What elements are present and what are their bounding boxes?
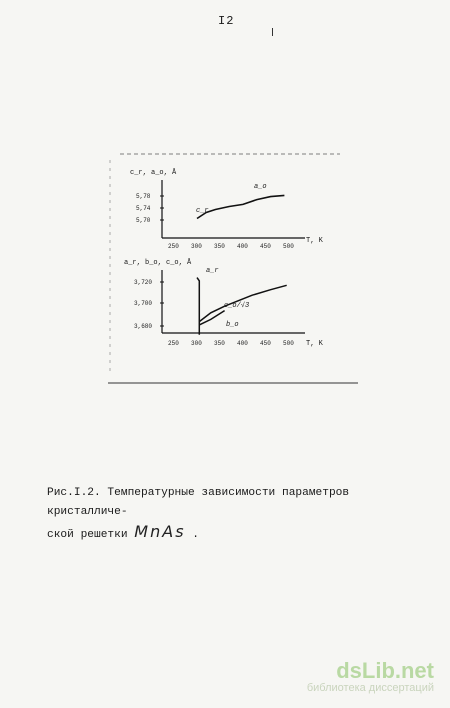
- series-a-o-line: [197, 195, 284, 218]
- caption-line-2: [47, 522, 417, 545]
- top-y-tick-label: 5,70: [136, 217, 151, 224]
- watermark: [307, 660, 434, 694]
- top-x-tick-label: 450: [260, 243, 271, 250]
- bottom-y-label: a_r, b_o, c_o, Å: [124, 259, 192, 267]
- top-x-label: T, K: [306, 237, 323, 245]
- caption-line-1: Рис.I.2. Температурные зависимости параметров кристалличе-: [47, 487, 350, 518]
- margin-mark: [272, 28, 273, 36]
- page-number: I2: [218, 14, 235, 28]
- top-x-tick-label: 500: [283, 243, 294, 250]
- top-x-tick-label: 250: [168, 243, 179, 250]
- bottom-y-tick-label: 3,680: [134, 323, 153, 330]
- annotation-c-o-sqrt3: c_o/√3: [224, 302, 250, 310]
- annotation-b-o: b_o: [226, 321, 239, 329]
- annotation-c-r: c_r: [196, 207, 209, 215]
- top-y-tick-label: 5,74: [136, 205, 151, 212]
- top-x-tick-label: 350: [214, 243, 225, 250]
- annotation-a-r: a_r: [206, 267, 219, 275]
- bottom-x-label: T, K: [306, 340, 323, 348]
- top-x-tick-label: 300: [191, 243, 202, 250]
- bottom-x-tick-label: 300: [191, 340, 202, 347]
- bottom-x-tick-label: 450: [260, 340, 271, 347]
- bottom-x-tick-label: 500: [283, 340, 294, 347]
- figure-svg: [100, 150, 370, 395]
- bottom-y-tick-label: 3,700: [134, 300, 153, 307]
- bottom-x-tick-label: 250: [168, 340, 179, 347]
- top-y-tick-label: 5,78: [136, 193, 151, 200]
- top-x-tick-label: 400: [237, 243, 248, 250]
- figure-caption: [47, 484, 417, 545]
- annotation-a-o: a_o: [254, 183, 267, 191]
- watermark-logo: dsLib.net: [336, 658, 434, 683]
- bottom-x-tick-label: 400: [237, 340, 248, 347]
- figure: [100, 150, 370, 395]
- caption-text-2: ской решетки: [47, 529, 128, 541]
- top-y-label: c_r, a_o, Å: [130, 169, 177, 177]
- bottom-x-tick-label: 350: [214, 340, 225, 347]
- series-line-0: [197, 278, 199, 335]
- bottom-y-tick-label: 3,720: [134, 279, 153, 286]
- caption-tail: .: [192, 529, 199, 541]
- watermark-subtitle: библиотека диссертаций: [306, 682, 434, 694]
- formula-handwritten: MnAs: [134, 522, 186, 541]
